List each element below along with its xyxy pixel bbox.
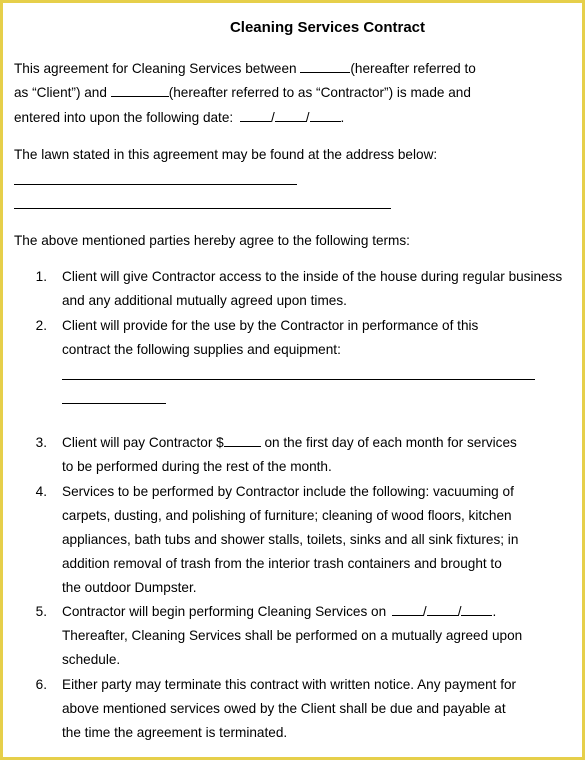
address-line-2[interactable]	[14, 208, 391, 209]
date-period: .	[340, 110, 345, 125]
start-month-blank[interactable]	[392, 603, 423, 616]
date-day-blank[interactable]	[275, 109, 306, 122]
item-number: 3.	[35, 435, 47, 450]
item-6-line-3: the time the agreement is terminated.	[62, 725, 288, 740]
date-month-blank[interactable]	[240, 109, 271, 122]
item-4-line-3: appliances, bath tubs and shower stalls, toilets, sinks and all sink fixtures; in	[62, 532, 519, 547]
intro-line-3	[14, 109, 344, 127]
item-2-line-1: Client will provide for the use by the Contractor in performance of this	[62, 318, 479, 333]
item-4-line-2: carpets, dusting, and polishing of furniture; cleaning of wood floors, kitchen	[62, 508, 512, 523]
item-number: 4.	[35, 484, 47, 499]
item-4-line-4: addition removal of trash from the interior trash containers and brought to	[62, 556, 502, 571]
intro-text: This agreement for Cleaning Services between	[14, 61, 297, 76]
date-slash: /	[422, 604, 427, 619]
item-1-line-2: and any additional mutually agreed upon times.	[62, 293, 347, 308]
item-3-line-1	[62, 434, 517, 452]
terms-intro-text: The above mentioned parties hereby agree to the following terms:	[14, 233, 410, 248]
item-text: Contractor will begin performing Cleaning Services on	[62, 604, 387, 619]
supplies-line-1[interactable]	[62, 379, 535, 380]
date-slash: /	[270, 110, 275, 125]
intro-text: entered into upon the following date:	[14, 110, 234, 125]
item-text: on the first day of each month for services	[264, 435, 517, 450]
item-4-line-1: Services to be performed by Contractor include the following: vacuuming of	[62, 484, 514, 499]
item-2-line-2: contract the following supplies and equipment:	[62, 342, 341, 357]
document-title: Cleaning Services Contract	[229, 19, 426, 36]
intro-text: as “Client”) and	[14, 85, 107, 100]
intro-text: (hereafter referred to as “Contractor”) is made and	[168, 85, 471, 100]
item-6-line-2: above mentioned services owed by the Client shall be due and payable at	[62, 701, 506, 716]
supplies-line-2[interactable]	[62, 403, 166, 404]
date-slash: /	[457, 604, 462, 619]
contract-document	[3, 3, 582, 757]
lawn-address-text: The lawn stated in this agreement may be found at the address below:	[14, 147, 438, 162]
item-number: 2.	[35, 318, 47, 333]
client-name-blank[interactable]	[300, 60, 350, 73]
item-4-line-5: the outdoor Dumpster.	[62, 580, 197, 595]
item-6-line-1: Either party may terminate this contract with written notice. Any payment for	[62, 677, 517, 692]
start-year-blank[interactable]	[461, 603, 492, 616]
item-number: 6.	[35, 677, 47, 692]
intro-line-2	[14, 84, 471, 102]
item-5-line-3: schedule.	[62, 652, 121, 667]
payment-amount-blank[interactable]	[224, 434, 261, 447]
item-number: 5.	[35, 604, 47, 619]
item-text: Client will pay Contractor $	[62, 435, 224, 450]
date-year-blank[interactable]	[310, 109, 341, 122]
date-slash: /	[305, 110, 310, 125]
address-line-1[interactable]	[14, 184, 297, 185]
item-number: 1.	[35, 269, 47, 284]
intro-text: (hereafter referred to	[350, 61, 476, 76]
date-period: .	[492, 604, 497, 619]
item-3-line-2: to be performed during the rest of the month.	[62, 459, 332, 474]
start-day-blank[interactable]	[427, 603, 458, 616]
item-5-line-1	[62, 603, 496, 621]
item-5-line-2: Thereafter, Cleaning Services shall be performed on a mutually agreed upon	[62, 628, 523, 643]
intro-line-1	[14, 60, 476, 78]
contractor-name-blank[interactable]	[111, 84, 169, 97]
item-1-line-1: Client will give Contractor access to the inside of the house during regular business	[62, 269, 563, 284]
